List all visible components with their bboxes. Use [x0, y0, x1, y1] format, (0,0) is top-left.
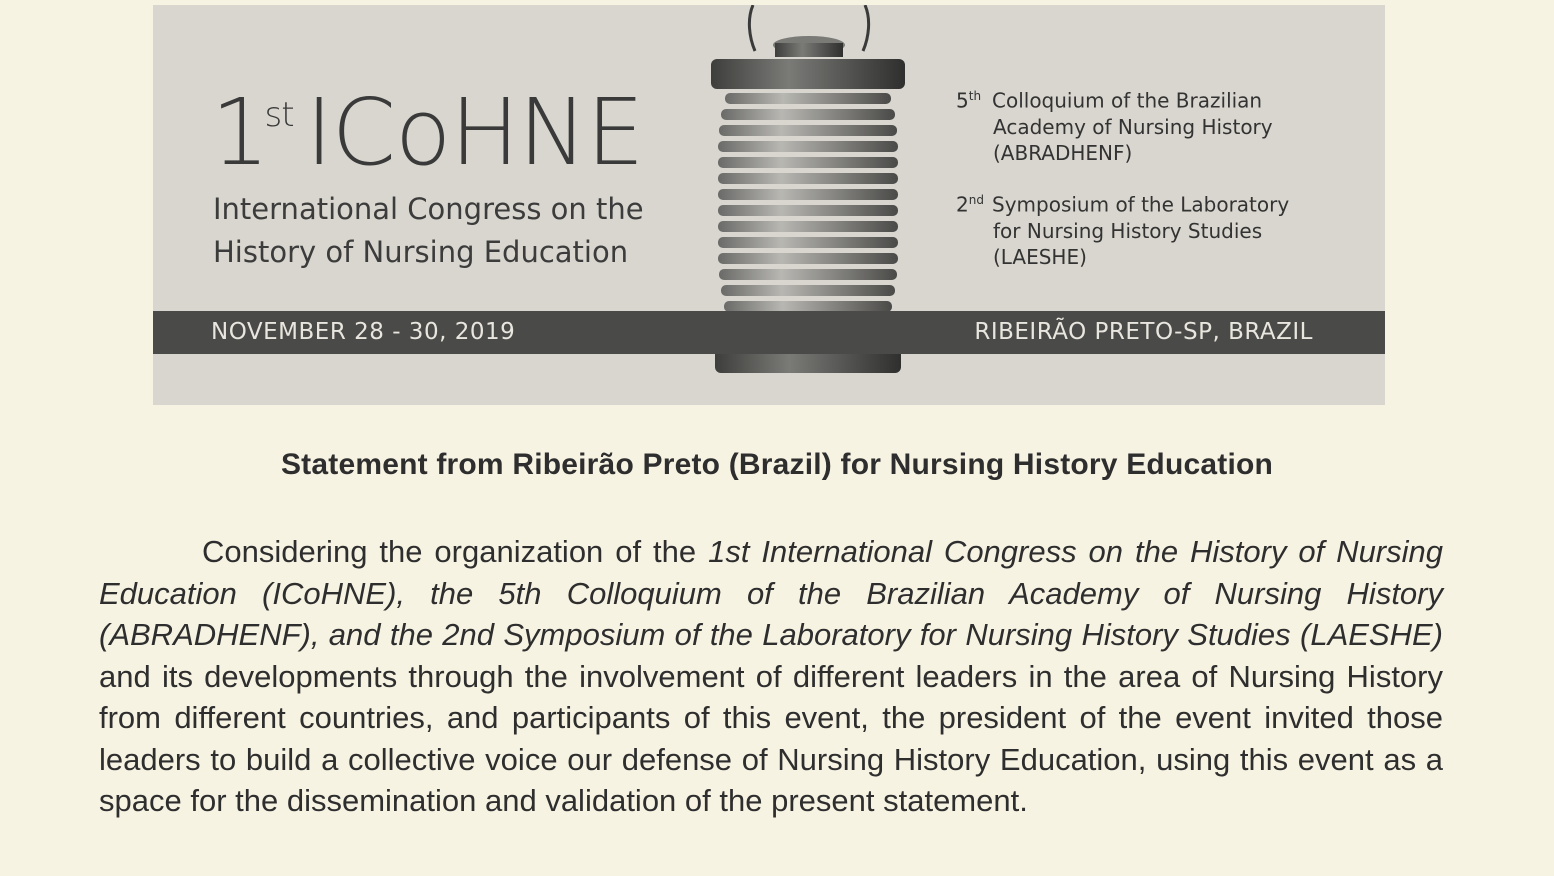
- paragraph-event-names: 1st International Congress on the History of Nursing Education (ICoHNE), the 5th Colloquium of the Brazilian Academy of Nursing History (ABRADHENF), and the 2nd Symposium of the Laboratory for Nursing History Studies (LAESHE): [99, 534, 1444, 652]
- event-symposium: [956, 187, 1289, 270]
- congress-subtitle: [213, 188, 644, 274]
- event-ordinal-number: 2: [956, 192, 969, 217]
- conference-banner: [153, 5, 1385, 405]
- subtitle-line-1: International Congress on the: [213, 192, 644, 226]
- event-line-3: (ABRADHENF): [993, 140, 1133, 165]
- event-ordinal-suffix: th: [968, 89, 982, 103]
- paragraph-start: Considering the organization of the: [202, 534, 709, 569]
- title-ordinal: 1: [211, 79, 269, 186]
- event-ordinal-number: 5: [956, 88, 969, 113]
- event-line-1: Symposium of the Laboratory: [992, 192, 1290, 217]
- event-ordinal: [956, 83, 992, 114]
- subtitle-line-2: History of Nursing Education: [213, 235, 629, 269]
- title-ordinal-suffix: st: [264, 95, 294, 135]
- event-line-3: (LAESHE): [993, 244, 1087, 269]
- event-dates: NOVEMBER 28 - 30, 2019: [211, 319, 516, 345]
- event-ordinal-suffix: nd: [968, 193, 984, 207]
- background-texture: [193, 45, 207, 91]
- title-acronym: ICoHNE: [305, 79, 644, 186]
- event-location: RIBEIRÃO PRETO-SP, BRAZIL: [974, 319, 1313, 345]
- event-line-2: Academy of Nursing History: [993, 114, 1273, 139]
- congress-title: [211, 65, 644, 186]
- statement-heading: Statement from Ribeirão Preto (Brazil) for Nursing History Education: [280, 448, 1274, 481]
- paragraph-end: and its developments through the involvement of different leaders in the area of Nursing History from different countries, and participants of this event, the president of the event invited those leaders to build a collective voice our defense of Nursing History Education, using this event as a space for the dissemination and validation of the present statement.: [99, 658, 1443, 818]
- event-colloquium: [956, 83, 1273, 166]
- event-line-1: Colloquium of the Brazilian: [992, 88, 1263, 113]
- event-line-2: for Nursing History Studies: [993, 218, 1263, 243]
- event-ordinal: [956, 187, 992, 218]
- date-location-bar: [153, 311, 1385, 354]
- statement-paragraph: [99, 531, 1443, 822]
